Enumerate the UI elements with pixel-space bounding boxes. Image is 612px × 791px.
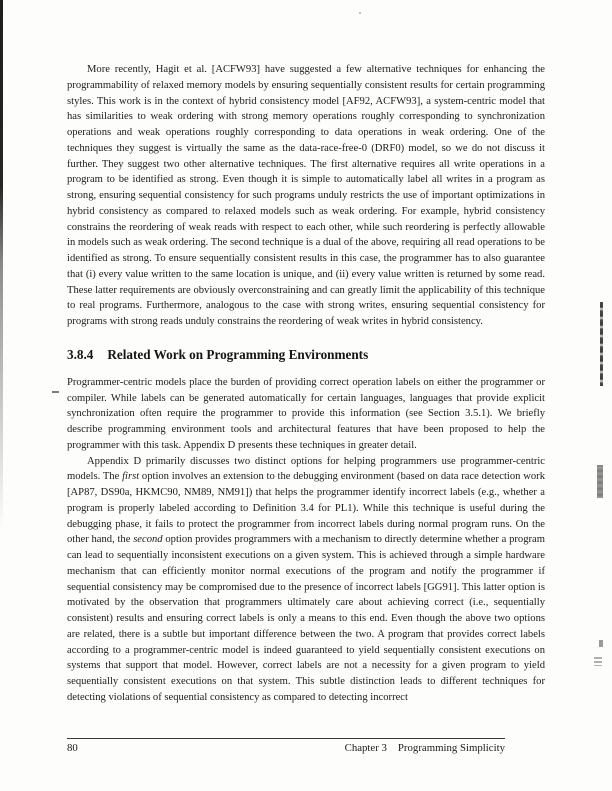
page-footer xyxy=(67,741,505,755)
chapter-label: Chapter 3 xyxy=(344,742,387,754)
section-heading-3-8-4 xyxy=(67,347,545,363)
scan-artifact-right-streak-upper xyxy=(600,302,603,386)
paragraph-alternative-techniques: More recently, Hagit et al. [ACFW93] have suggested a few alternative techniques for enhancing the programmability of relaxed memory models by ensuring sequentially consistent results for certain programming styles. This work is in the context of hybrid consistency model [AF92, ACFW93], a system-centric model that has similarities to weak ordering with strong memory operations roughly corresponding to synchronization operations and weak operations roughly corresponding to data operations in weak ordering. One of the techniques they suggest is virtually the same as the data-race-free-0 (DRF0) model, so we do not discuss it further. They suggest two other alternative techniques. The first alternative requires all write operations in a program to be identified as strong. Even though it is simple to automatically label all writes in a program as strong, ensuring sequential consistency for such programs unduly restricts the use of important optimizations in hybrid consistency as compared to relaxed models such as weak ordering. For example, hybrid consistency constrains the reordering of weak reads with respect to each other, while such reordering is perfectly allowable in models such as weak ordering. The second technique is a dual of the above, requiring all read operations to be identified as strong. To ensure sequentially consistent results in this case, the programmer has to also guarantee that (i) every value written to the same location is unique, and (ii) every value written is returned by some read. These latter requirements are obviously overconstraining and can greatly limit the applicability of this technique to real programs. Furthermore, analogous to the case with strong writes, ensuring sequential consistency for programs with strong reads unduly constrains the reordering of weak writes in hybrid consistency. xyxy=(67,64,545,327)
scan-artifact-right-streak-lower xyxy=(597,465,603,498)
running-header-chapter xyxy=(345,741,505,755)
scan-artifact-left-edge xyxy=(0,0,3,530)
page-number: 80 xyxy=(67,742,78,754)
paragraph-appendix-d-options: Appendix D primarily discusses two distinct options for helping programmers use programmer-centric models. The first option involves an extension to the debugging environment (based on data race detection work [AP87, DS90a, HKMC90, NM89, NM91]) that helps the programmer identify incorrect labels (e.g., whether a program is properly labeled according to Definition 3.4 for PL1). While this technique is useful during the debugging phase, it fails to protect the programmer from incorrect labels during normal program runs. On the other hand, the second option provides programmers with a mechanism to directly determine whether a program can lead to sequentially inconsistent executions on a given system. This is achieved through a simple hardware mechanism that can efficiently monitor normal executions of the program and notify the programmer if sequential consistency may be compromised due to the presence of incorrect labels [GG91]. This latter option is motivated by the observation that programmers ultimately care about achieving correct (i.e., sequentially consistent) results and ensuring correct labels is only a means to this end. Even though the above two options are related, there is a subtle but important difference between the two. A program that provides correct labels according to a programmer-centric model is indeed guaranteed to yield sequentially consistent executions on systems that support that model. However, correct labels are not a necessity for a given program to yield sequentially consistent executions on that system. This subtle distinction leads to different techniques for detecting violations of sequential consistency as compared to detecting incorrect xyxy=(67,455,545,703)
section-number: 3.8.4 xyxy=(67,346,94,362)
scan-artifact-margin-dash xyxy=(52,391,59,393)
paragraph-programmer-centric-models: Programmer-centric models place the burden of providing correct operation labels on either the programmer or compiler. While labels can be generated automatically for certain languages, languages that provide explicit synchronization often require the programmer to provide this information (see Section 3.5.1). We briefly describe programming environment tools and architectural features that have been proposed to help the programmer with this task. Appendix D presents these techniques in greater detail. xyxy=(67,376,545,451)
scan-artifact-right-mark-2 xyxy=(594,657,602,666)
chapter-title: Programming Simplicity xyxy=(397,742,505,754)
page-text-block xyxy=(67,62,545,706)
section-title: Related Work on Programming Environments xyxy=(107,346,369,362)
footer-rule xyxy=(67,738,505,739)
scan-artifact-right-mark-1 xyxy=(599,640,603,647)
scan-artifact-top-speck xyxy=(359,12,361,14)
